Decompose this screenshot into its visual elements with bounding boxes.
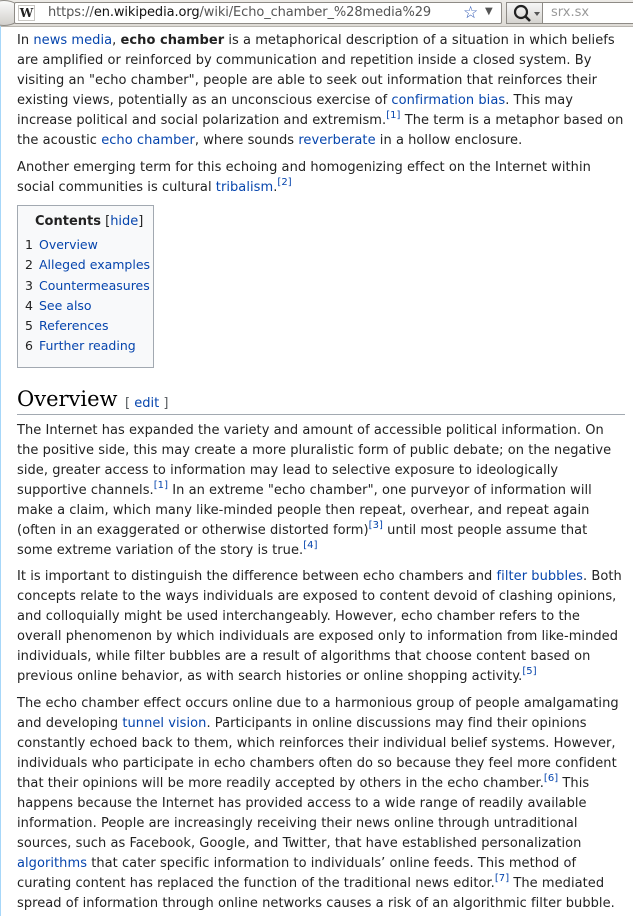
- citation-superscript: [495, 873, 509, 884]
- text-run: In an extreme "echo chamber", one purveyor of information will make a claim, which many like-minded people then repeat, overhear, and repeat again (often in an exaggerated or otherwise distorted form): [17, 483, 592, 538]
- toc-item-countermeasures[interactable]: 3 Countermeasures: [25, 278, 150, 293]
- toc-title: Contents [hide]: [35, 214, 144, 229]
- table-of-contents: [17, 205, 154, 368]
- overview-paragraph-3: [17, 694, 627, 914]
- content-border: [0, 26, 1, 916]
- citation-link[interactable]: [4]: [303, 539, 318, 551]
- citation-link[interactable]: [1]: [386, 109, 401, 121]
- text-run: ,: [112, 33, 121, 48]
- browser-toolbar: [0, 0, 633, 27]
- address-bar[interactable]: [14, 2, 502, 24]
- citation-superscript: [544, 773, 558, 784]
- citation-link[interactable]: [7]: [494, 872, 510, 884]
- text-run: until most people assume that some extreme variation of the story is true.: [17, 523, 588, 558]
- text-run: This happens because the Internet has provided access to a wide range of readily available information. People are increasingly receiving their news online through untraditional sources, such as Facebook, Google, and Twitter, that have established personalization: [17, 776, 590, 851]
- citation-superscript: [386, 110, 400, 121]
- text-run: In: [17, 33, 34, 48]
- toc-item-overview[interactable]: 1 Overview: [25, 237, 98, 252]
- text-run: The Internet has expanded the variety and amount of accessible political information. On the positive side, this may create a more pluralistic form of public debate; on the negative side, greater access to information may lead to selective exposure to ideologically supportive channels.: [17, 423, 612, 498]
- citation-link[interactable]: [2]: [277, 176, 292, 188]
- wiki-link[interactable]: news media: [33, 33, 113, 48]
- intro-paragraph-1: [17, 31, 627, 151]
- text-run: .: [273, 180, 278, 195]
- magnifier-icon: [510, 4, 542, 23]
- wiki-link[interactable]: echo chamber: [101, 133, 195, 148]
- toc-item-see-also[interactable]: 4 See also: [25, 298, 92, 313]
- bookmark-star-icon[interactable]: ☆: [463, 3, 479, 23]
- url-history-dropdown-icon[interactable]: ▼: [485, 6, 493, 17]
- search-input[interactable]: srx.sx: [542, 2, 633, 24]
- heading-text: Overview: [17, 387, 118, 411]
- intro-paragraph-2: [17, 158, 627, 198]
- text-run: , where sounds: [194, 133, 299, 148]
- article-title-bold: echo chamber: [120, 33, 225, 48]
- text-run: that cater specific information to individuals’ online feeds. This method of curating content has replaced the function of the traditional news editor.: [17, 856, 577, 891]
- toc-item-references[interactable]: 5 References: [25, 318, 109, 333]
- section-heading-overview: [17, 384, 625, 415]
- toc-item-alleged-examples[interactable]: 2 Alleged examples: [25, 257, 151, 272]
- overview-paragraph-1: [17, 421, 627, 561]
- citation-superscript: [369, 520, 383, 531]
- citation-superscript: [154, 480, 168, 491]
- section-edit: [ edit ]: [125, 396, 169, 411]
- citation-link[interactable]: [1]: [153, 479, 169, 491]
- wiki-link[interactable]: tunnel vision: [122, 716, 207, 731]
- toc-hide-link[interactable]: hide: [110, 214, 139, 229]
- citation-superscript: [277, 177, 291, 188]
- text-run: in a hollow enclosure.: [375, 133, 523, 148]
- article-content: [0, 26, 633, 916]
- citation-superscript: [522, 666, 536, 677]
- citation-link[interactable]: [5]: [522, 665, 537, 677]
- citation-link[interactable]: [6]: [543, 772, 559, 784]
- text-run: . Participants in online discussions may find their opinions constantly echoed back to them, which reinforces their individual belief systems. However, individuals who participate in echo chambers often do so because they feel more confident that their opinions will be more readily accepted by others in the echo chamber.: [17, 716, 617, 791]
- text-run: The echo chamber effect occurs online due to a harmonious group of people amalgamating and developing: [17, 696, 619, 731]
- text-run: Another emerging term for this echoing and homogenizing effect on the Internet within social communities is cultural: [17, 160, 591, 195]
- edit-section-link[interactable]: edit: [134, 396, 160, 411]
- text-run: It is important to distinguish the difference between echo chambers and: [17, 569, 497, 584]
- text-run: . Both concepts relate to the ways individuals are exposed to content devoid of clashing opinions, and colloquially might be used interchangeably. However, echo chamber refers to the overall phenomenon by which individuals are exposed only to information from like-minded individuals, while filter bubbles are a result of algorithms that choose content based on previous online behavior, as with search histories or online shopping activity.: [17, 569, 622, 684]
- text-run: The mediated spread of information through online networks causes a risk of an algorithmic filter bubble.: [17, 876, 615, 911]
- citation-superscript: [303, 540, 317, 551]
- wiki-link[interactable]: algorithms: [17, 856, 88, 871]
- text-run: The term is a metaphor based on the acoustic: [17, 113, 624, 148]
- wiki-link[interactable]: tribalism: [215, 180, 274, 195]
- search-engine-selector[interactable]: [506, 2, 542, 24]
- citation-link[interactable]: [3]: [368, 519, 383, 531]
- wiki-link[interactable]: confirmation bias: [391, 93, 506, 108]
- wiki-link[interactable]: reverberate: [298, 133, 376, 148]
- toc-item-further-reading[interactable]: 6 Further reading: [25, 338, 136, 353]
- text-run: is a metaphorical description of a situation in which beliefs are amplified or reinforced by communication and repetition inside a closed system. By visiting an "echo chamber", people are able to seek out information that reinforces their existing views, potentially as an unconscious exercise of: [17, 33, 615, 108]
- text-run: . This may increase political and social polarization and extremism.: [17, 93, 573, 128]
- overview-paragraph-2: [17, 567, 627, 687]
- url-text[interactable]: https://en.wikipedia.org/wiki/Echo_chamber_%28media%29: [48, 5, 432, 20]
- wiki-link[interactable]: filter bubbles: [496, 569, 583, 584]
- wikipedia-favicon-icon: W: [19, 6, 34, 20]
